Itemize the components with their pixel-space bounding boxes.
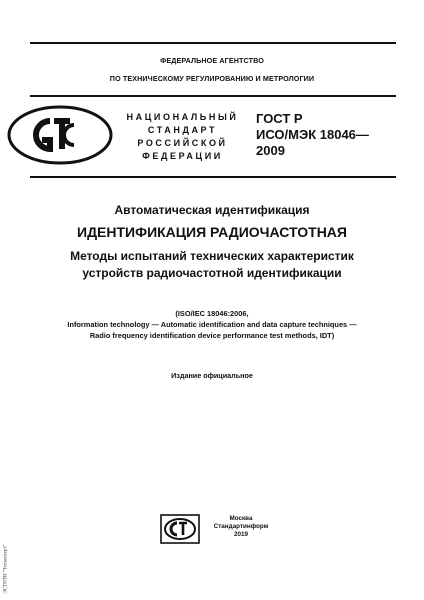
code-line-1: ГОСТ Р [256,111,303,126]
code-line-2: ИСО/МЭК 18046— [256,127,369,142]
national-line-1: НАЦИОНАЛЬНЫЙ [126,112,239,122]
english-line-3: Radio frequency identification device performance test methods, IDT) [89,331,335,340]
title-line-4: устройств радиочастотной идентификации [82,266,342,280]
edition-label: Издание официальное [171,371,253,380]
standard-code [256,111,369,159]
title-line-2: ИДЕНТИФИКАЦИЯ РАДИОЧАСТОТНАЯ [77,224,347,240]
sidebar-vertical-text [2,538,10,600]
national-line-2: СТАНДАРТ [147,125,218,135]
top-rule [30,42,396,44]
header-rule [30,95,396,97]
english-line-2: Information technology — Automatic identification and data capture techniques — [67,320,357,329]
gost-r-logo-icon [6,104,114,166]
agency-line-2: ПО ТЕХНИЧЕСКОМУ РЕГУЛИРОВАНИЮ И МЕТРОЛОГИИ [109,74,315,83]
publisher-city: Москва [229,515,253,522]
national-line-3: РОССИЙСКОЙ [137,138,228,148]
publisher-year: 2019 [233,531,248,538]
publisher-block [206,515,276,539]
title-line-1: Автоматическая идентификация [114,203,310,217]
agency-line-1: ФЕДЕРАЛЬНОЕ АГЕНТСТВО [160,56,264,65]
code-line-3: 2009 [256,143,285,158]
standard-rule [30,176,396,178]
english-line-1: (ISO/IEC 18046:2006, [175,309,249,318]
sidebar-text: ЭСТНТИ "Техэксперт" [3,544,9,594]
national-line-4: ФЕДЕРАЦИИ [142,151,223,161]
title-line-3: Методы испытаний технических характеристик [70,249,354,263]
publisher-name: Стандартинформ [213,523,269,530]
publisher-logo-icon [160,514,200,544]
national-standard-label [120,111,245,163]
